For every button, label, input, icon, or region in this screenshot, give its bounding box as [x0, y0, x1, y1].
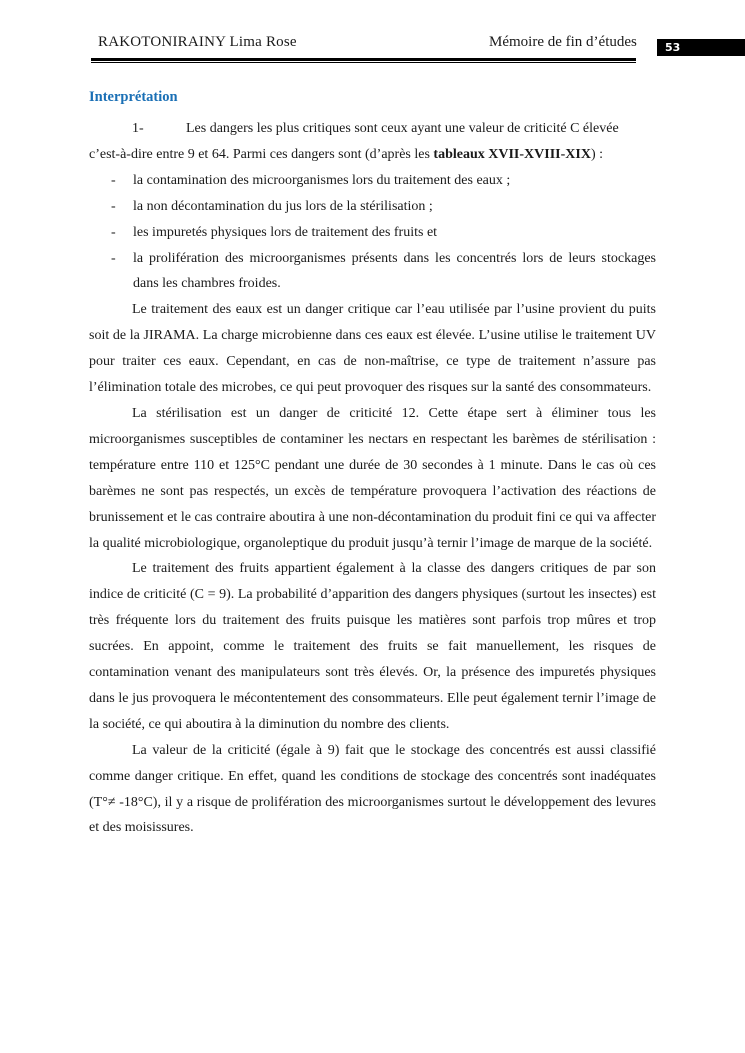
- section-title: Interprétation: [89, 89, 178, 105]
- header-rule-thin: [91, 62, 636, 63]
- intro-text-c: ) :: [590, 146, 603, 162]
- list-item-text: la contamination des microorganismes lors du traitement des eaux ;: [133, 172, 511, 188]
- intro-continuation: [89, 142, 656, 168]
- list-item-text: les impuretés physiques lors de traitement des fruits et: [133, 224, 438, 240]
- paragraph-sterilisation: La stérilisation est un danger de criticité 12. Cette étape sert à éliminer tous les microorganismes susceptibles de contaminer les nectars en respectant les barèmes de stérilisation : température entre 110 et 125°C pendant une durée de 30 secondes à 1 minute. Dans le cas où ces barèmes ne sont pas respectés, un excès de température provoquera l’activation des réactions de brunissement et le cas contraire aboutira à une non-décontamination du produit fini ce qui va affecter la qualité microbiologique, organoleptique du produit jusqu’à ternir l’image de marque de la société.: [89, 405, 656, 551]
- header-rule: [91, 58, 636, 61]
- intro-number: 1-: [132, 121, 144, 136]
- intro-text-bold: tableaux XVII-XVIII-XIX: [433, 146, 591, 162]
- list-item: [89, 194, 656, 220]
- list-item: [89, 220, 656, 246]
- body-content: [89, 116, 656, 841]
- header-author: RAKOTONIRAINY Lima Rose: [98, 34, 297, 50]
- intro-numbered-line: [89, 116, 656, 142]
- paragraph-water-treatment: Le traitement des eaux est un danger critique car l’eau utilisée par l’usine provient du puits soit de la JIRAMA. La charge microbienne dans ces eaux est élevée. L’usine utilise le traitement UV pour traiter ces eaux. Cependant, en cas de non-maîtrise, ce type de traitement n’assure pas l’élimination totale des microbes, ce qui peut provoquer des risques sur la santé des consommateurs.: [89, 302, 656, 396]
- list-item-text: la prolifération des microorganismes présents dans les concentrés lors de leurs stockages dans les chambres froides.: [133, 250, 656, 292]
- dash-marker: -: [111, 172, 116, 188]
- dash-marker: -: [111, 250, 116, 266]
- paragraph-storage: La valeur de la criticité (égale à 9) fait que le stockage des concentrés est aussi classifié comme danger critique. En effet, quand les conditions de stockage des concentrés sont inadéquates (T°≠ -18°C), il y a risque de prolifération des microorganismes surtout le développement des levures et des moisissures.: [89, 742, 656, 836]
- list-item-text: la non décontamination du jus lors de la stérilisation ;: [133, 198, 433, 214]
- list-item: [89, 246, 656, 298]
- intro-text-b: c’est-à-dire entre 9 et 64. Parmi ces dangers sont (d’après les: [89, 146, 434, 162]
- page-number: 53: [657, 39, 745, 56]
- intro-text-a: Les dangers les plus critiques sont ceux ayant une valeur de criticité C élevée: [186, 121, 619, 136]
- paragraph-fruit-treatment: Le traitement des fruits appartient également à la classe des dangers critiques de par son indice de criticité (C = 9). La probabilité d’apparition des dangers physiques (surtout les insectes) est très fréquente lors du traitement des fruits puisque les matières sont parfois trop mûres et trop sucrées. En appoint, comme le traitement des fruits se fait manuellement, les risques de contamination venant des manipulateurs sont très élevés. Or, la présence des impuretés physiques dans le jus provoquera le mécontentement des consommateurs. Elle peut également ternir l’image de la société, ce qui aboutira à la diminution du nombre des clients.: [89, 561, 656, 732]
- danger-list: [89, 168, 656, 298]
- list-item: [89, 168, 656, 194]
- dash-marker: -: [111, 198, 116, 214]
- dash-marker: -: [111, 224, 116, 240]
- header-doc-title: Mémoire de fin d’études: [489, 34, 637, 50]
